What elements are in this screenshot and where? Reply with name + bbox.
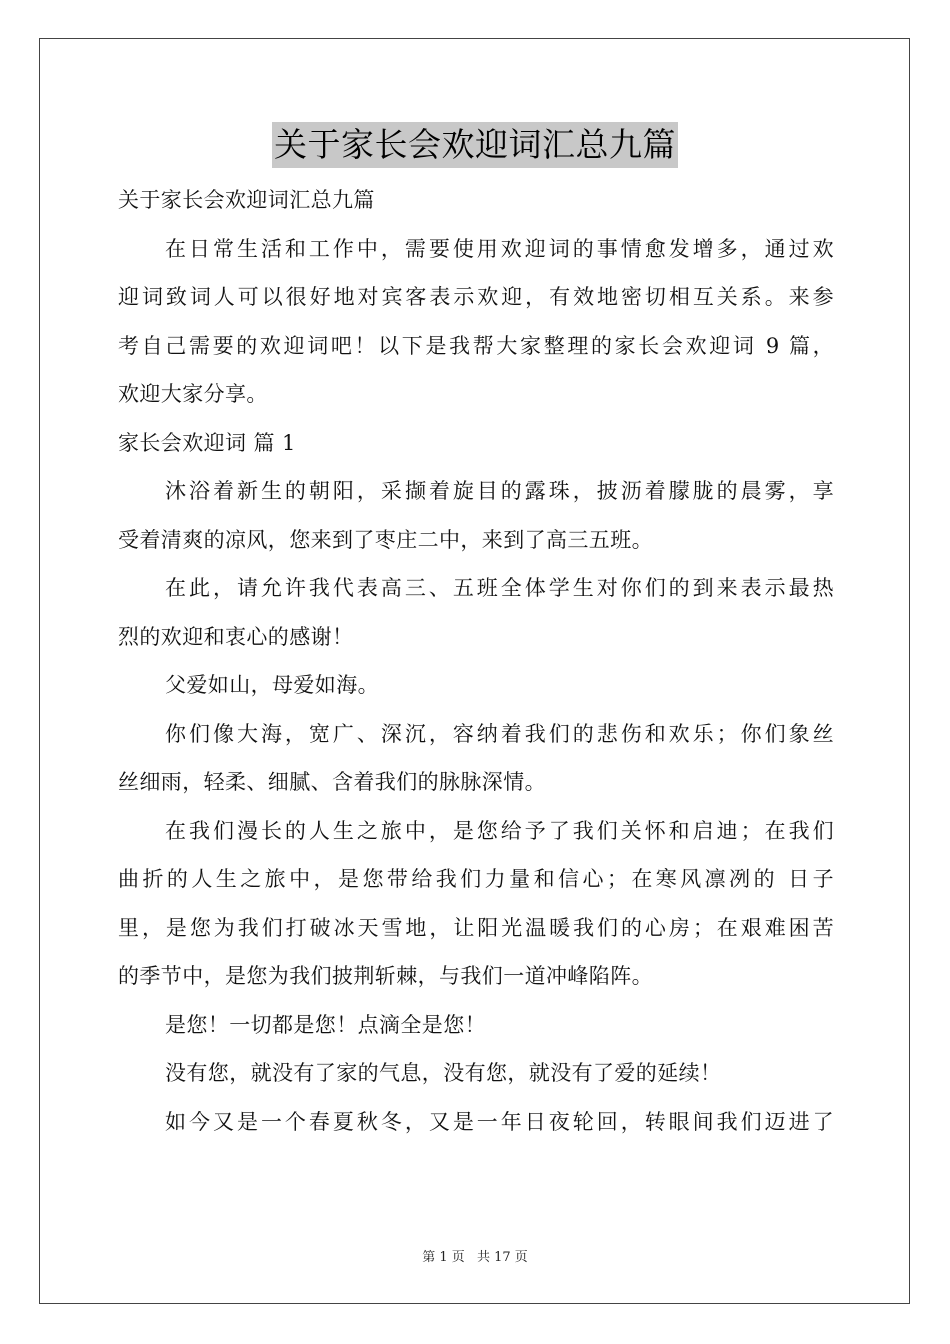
paragraph-line: 沐浴着新生的朝阳，采撷着旋目的露珠，披沥着朦胧的晨雾，享 bbox=[165, 479, 834, 503]
paragraph-line: 是您！一切都是您！点滴全是您！ bbox=[165, 1012, 486, 1037]
paragraph-line: 在此，请允许我代表高三、五班全体学生对你们的到来表示最热 bbox=[165, 576, 834, 600]
paragraph-line: 曲折的人生之旅中，是您带给我们力量和信心；在寒风凛冽的 日子 bbox=[118, 867, 834, 891]
paragraph-line: 受着清爽的凉风，您来到了枣庄二中，来到了高三五班。 bbox=[118, 527, 653, 552]
paragraph-line: 父爱如山，母爱如海。 bbox=[165, 673, 379, 697]
paragraph-line: 欢迎大家分享。 bbox=[118, 382, 268, 406]
paragraph-line: 迎词致词人可以很好地对宾客表示欢迎，有效地密切相互关系。来参 bbox=[118, 285, 834, 309]
page-number: 第 1 页 bbox=[422, 1250, 465, 1265]
paragraph-line: 你们像大海，宽广、深沉，容纳着我们的悲伤和欢乐；你们象丝 bbox=[165, 721, 834, 746]
paragraph-line: 里，是您为我们打破冰天雪地，让阳光温暖我们的心房；在艰难困苦 bbox=[118, 915, 834, 940]
paragraph-line: 在日常生活和工作中，需要使用欢迎词的事情愈发增多，通过欢 bbox=[165, 236, 834, 261]
paragraph-line: 的季节中，是您为我们披荆斩棘，与我们一道冲峰陷阵。 bbox=[118, 964, 653, 988]
paragraph-line: 如今又是一个春夏秋冬，又是一年日夜轮回，转眼间我们迈进了 bbox=[165, 1109, 834, 1134]
paragraph-line: 考自己需要的欢迎词吧！以下是我帮大家整理的家长会欢迎词 9 篇， bbox=[118, 333, 834, 358]
page-footer bbox=[0, 1246, 950, 1265]
page-total: 共 17 页 bbox=[476, 1250, 528, 1265]
title-area bbox=[0, 122, 950, 168]
subtitle-line: 关于家长会欢迎词汇总九篇 bbox=[118, 188, 375, 212]
paragraph-line: 烈的欢迎和衷心的感谢！ bbox=[118, 624, 354, 649]
paragraph-line: 在我们漫长的人生之旅中，是您给予了我们关怀和启迪；在我们 bbox=[165, 818, 834, 843]
paragraph-line: 丝细雨，轻柔、细腻、含着我们的脉脉深情。 bbox=[118, 770, 546, 794]
document-title: 关于家长会欢迎词汇总九篇 bbox=[272, 122, 678, 168]
paragraph-line: 没有您，就没有了家的气息，没有您，就没有了爱的延续！ bbox=[165, 1061, 722, 1085]
document-body bbox=[118, 176, 834, 1146]
section-heading: 家长会欢迎词 篇 1 bbox=[118, 430, 296, 455]
